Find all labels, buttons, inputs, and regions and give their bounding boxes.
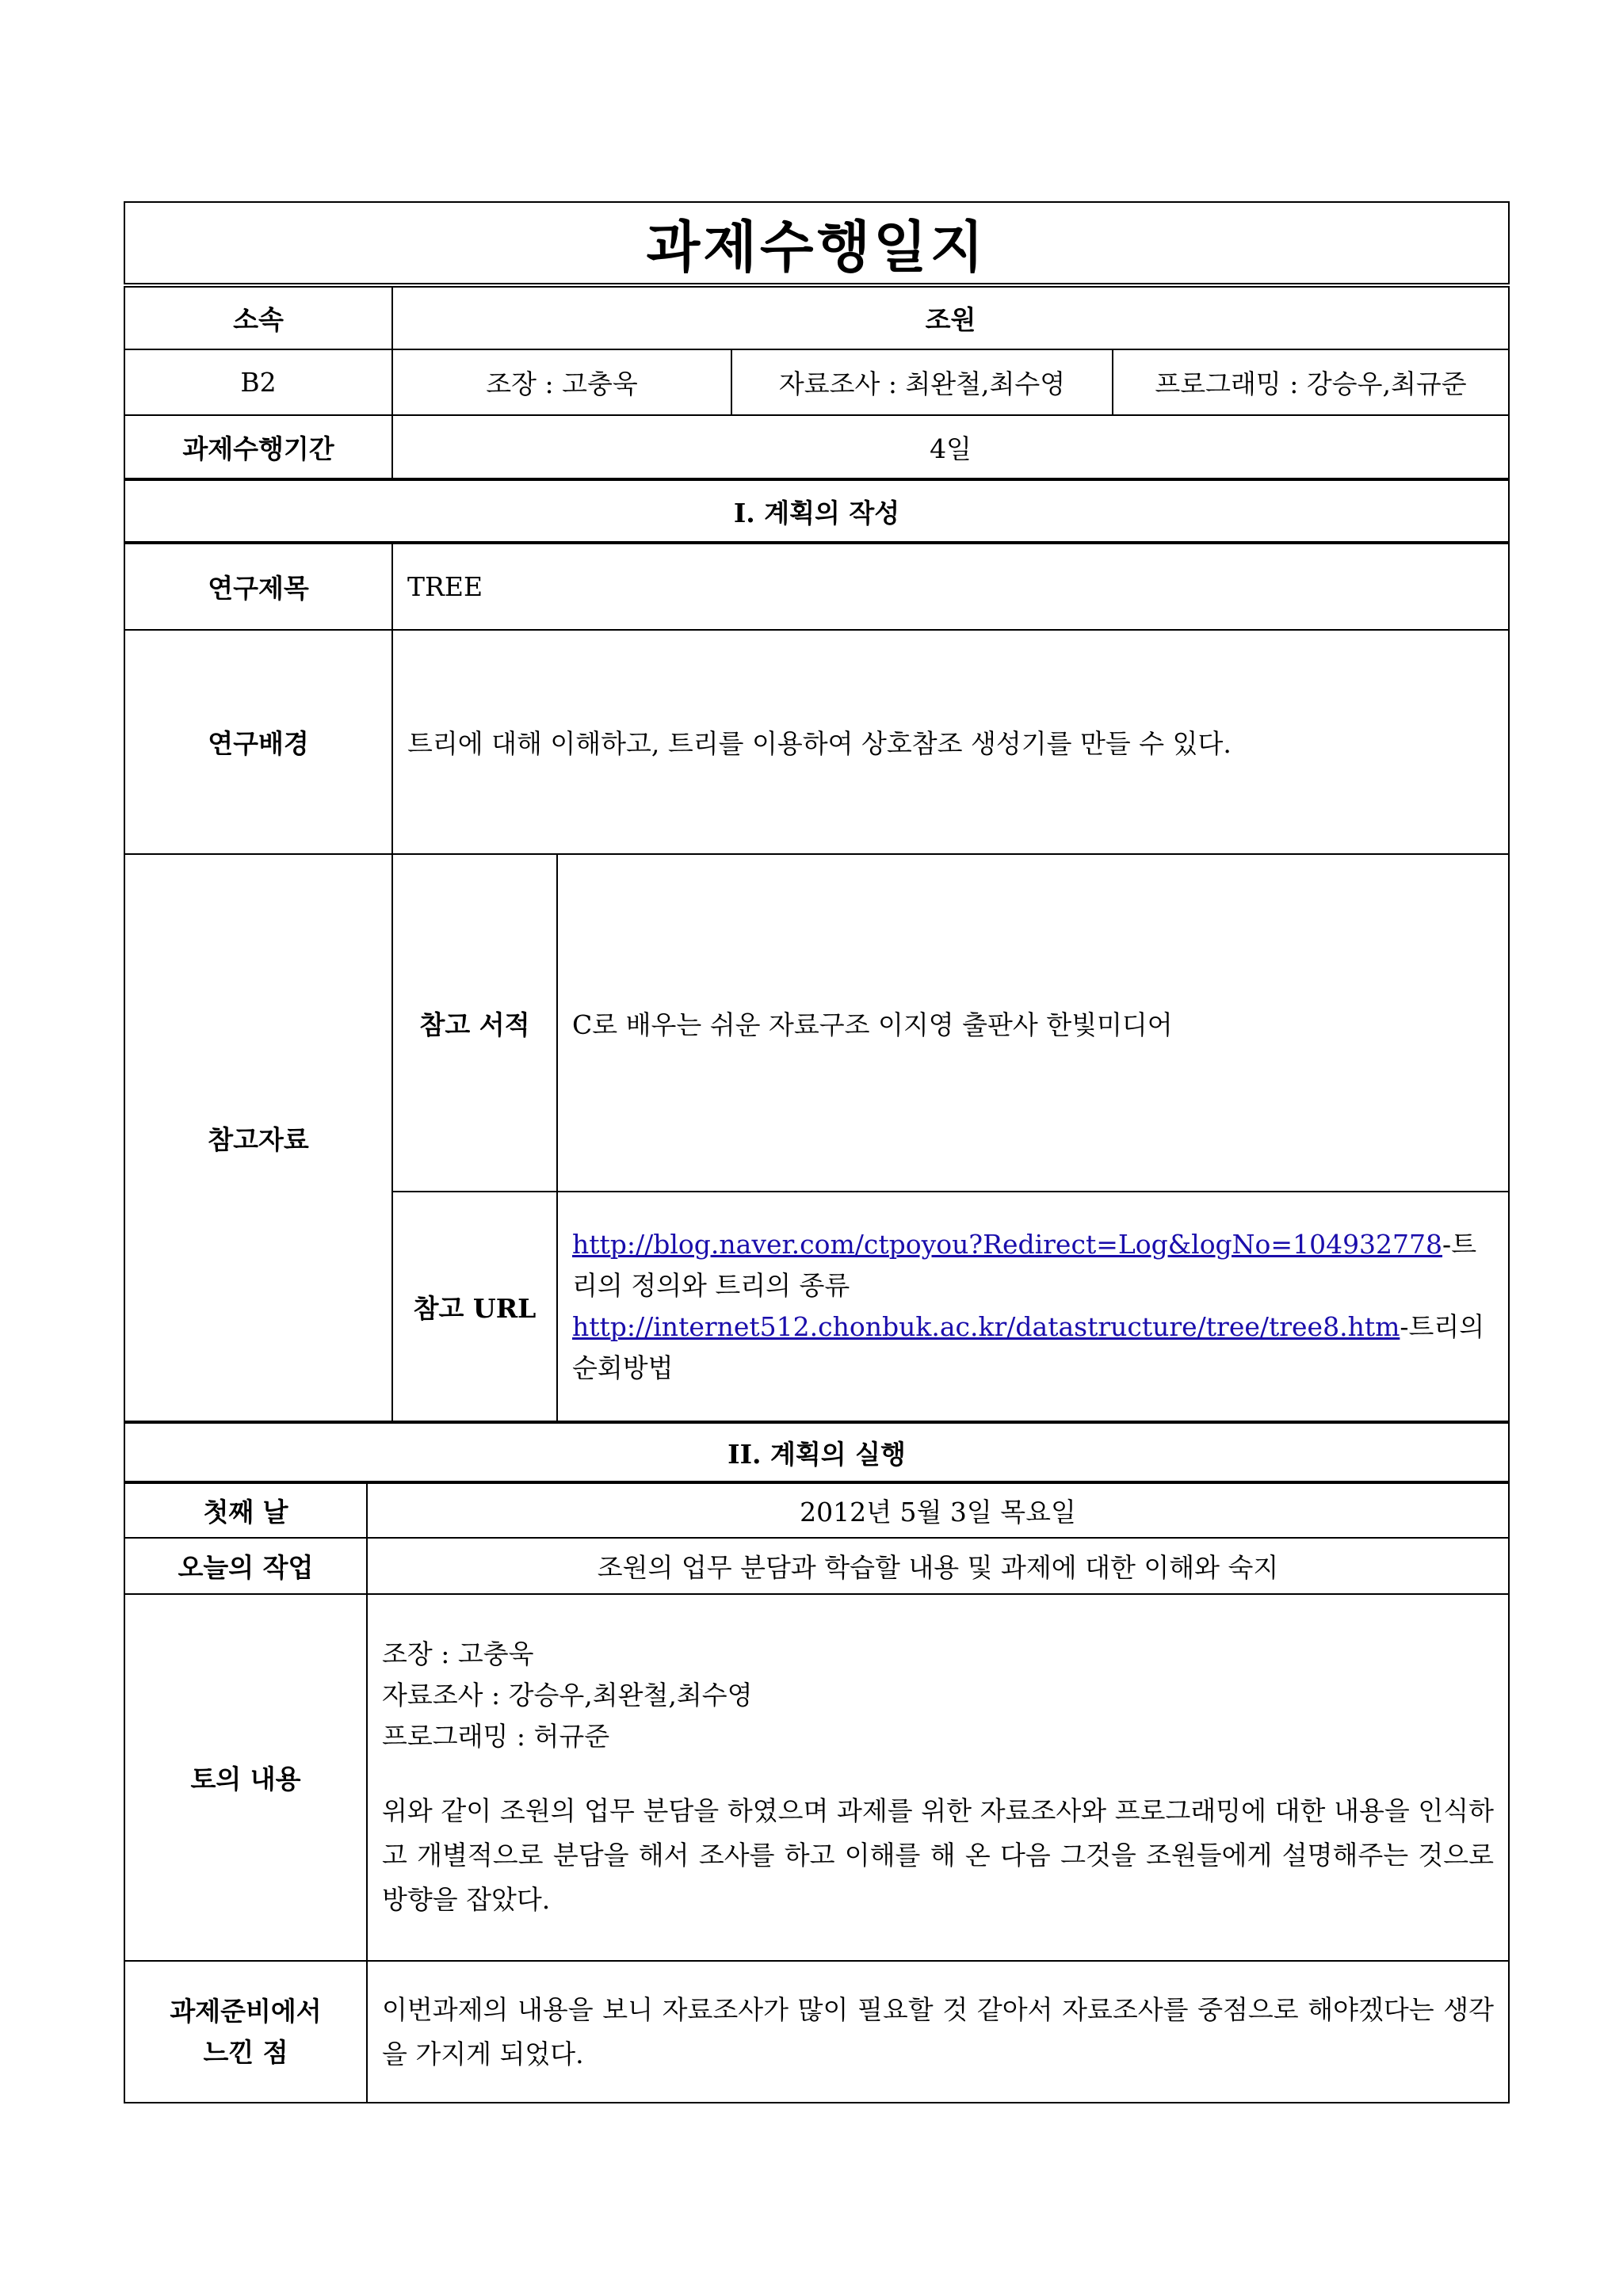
leader-cell: 조장 : 고충욱 [392,349,731,415]
discussion-line: 프로그래밍 : 허규준 [382,1720,610,1752]
execution-table [124,1421,1510,2103]
reflection-label-line: 과제준비에서 [170,1995,322,2027]
subject-value: TREE [392,543,1509,630]
section-execution-title: II. 계획의 실행 [124,1422,1509,1482]
day-value: 2012년 5월 3일 목요일 [367,1482,1509,1538]
task-value: 조원의 업무 분담과 학습할 내용 및 과제에 대한 이해와 숙지 [367,1538,1509,1594]
discussion-paragraph: 위와 같이 조원의 업무 분담을 하였으며 과제를 위한 자료조사와 프로그래밍에 대한 내용을 인식하고 개별적으로 분담을 해서 조사를 하고 이해를 해 온 다음 그것을 조원들에게 설명해주는 것으로 방향을 잡았다. [382,1794,1495,1915]
discussion-content [367,1594,1509,1961]
reference-url-link[interactable]: http://blog.naver.com/ctpoyou?Redirect=Log&logNo=104932778 [572,1229,1443,1260]
discussion-label: 토의 내용 [124,1594,367,1961]
url-list [557,1192,1509,1421]
period-value: 4일 [392,415,1509,479]
reference-url-description: -트리의 정의와 트리의 종류 [572,1229,1477,1301]
task-label: 오늘의 작업 [124,1538,367,1594]
book-value: C로 배우는 쉬운 자료구조 이지영 출판사 한빛미디어 [557,854,1509,1192]
day-label: 첫째 날 [124,1482,367,1538]
plan-table [124,201,1510,1422]
background-label: 연구배경 [124,630,392,854]
group-code: B2 [124,349,392,415]
work-log-document [124,201,1508,2103]
url-label: 참고 URL [392,1192,557,1421]
affiliation-label: 소속 [124,285,392,349]
programming-cell: 프로그래밍 : 강승우,최규준 [1113,349,1509,415]
reflection-label-line: 느낀 점 [203,2036,288,2068]
reflection-value: 이번과제의 내용을 보니 자료조사가 많이 필요할 것 같아서 자료조사를 중점으로 해야겠다는 생각을 가지게 되었다. [367,1961,1509,2103]
period-label: 과제수행기간 [124,415,392,479]
discussion-line: 자료조사 : 강승우,최완철,최수영 [382,1679,753,1711]
reflection-label [124,1961,367,2103]
document-title: 과제수행일지 [124,202,1509,285]
discussion-line: 조장 : 고충욱 [382,1638,534,1669]
subject-label: 연구제목 [124,543,392,630]
section-plan-title: I. 계획의 작성 [124,479,1509,543]
book-label: 참고 서적 [392,854,557,1192]
affiliation-value: 조원 [392,285,1509,349]
reference-url-link[interactable]: http://internet512.chonbuk.ac.kr/datastructure/tree/tree8.htm [572,1311,1400,1342]
reference-url-description: -트리의 순회방법 [572,1311,1485,1383]
background-value: 트리에 대해 이해하고, 트리를 이용하여 상호참조 생성기를 만들 수 있다. [392,630,1509,854]
research-cell: 자료조사 : 최완철,최수영 [731,349,1113,415]
references-label: 참고자료 [124,854,392,1421]
